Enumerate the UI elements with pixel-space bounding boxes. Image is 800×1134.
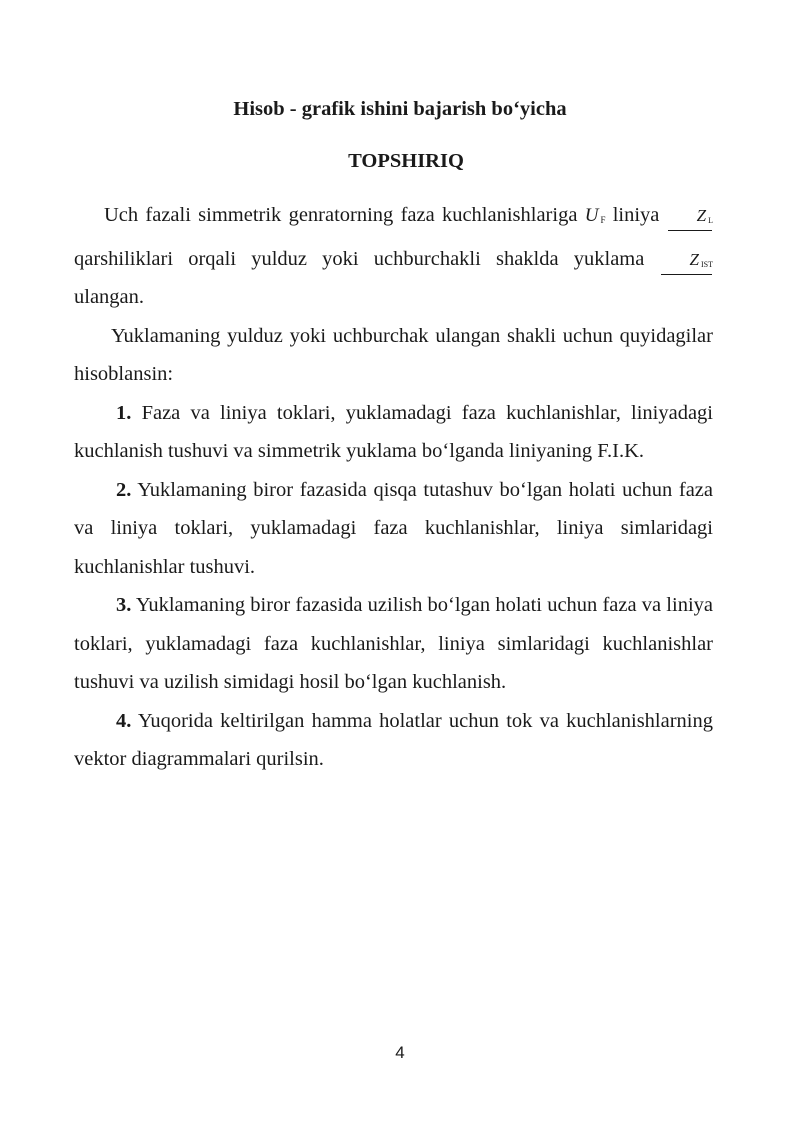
item-number: 4. [116, 709, 132, 732]
line-impedance-symbol: Z L [667, 207, 713, 229]
requirement-item [74, 471, 713, 587]
item-number: 2. [116, 478, 132, 501]
intro-text-4: ulangan. [74, 286, 145, 308]
item-text: Yuklamaning biror fazasida uzilish bo‘lgan holati uchun faza va liniya toklari, yuklamadagi faza kuchlanishlar, liniya simlaridagi kuchlanishlar tushuvi va uzilish simidagi hosil bo‘lgan kuchlanish. [74, 594, 713, 693]
load-impedance-symbol: Z IST [660, 251, 713, 273]
page-number: 4 [395, 1043, 405, 1062]
intro-text-1: Uch fazali simmetrik genratorning faza kuchlanishlariga [104, 204, 578, 226]
item-text: Faza va liniya toklari, yuklamadagi faza kuchlanishlar, liniyadagi kuchlanish tushuvi va simmetrik yuklama bo‘lganda liniyaning F.I.K. [74, 401, 714, 462]
item-number: 3. [116, 594, 132, 616]
intro-text-2: liniya [612, 204, 660, 226]
lead-paragraph: Yuklamaning yulduz yoki uchburchak ulangan shakli uchun quyidagilar hisoblansin: [74, 324, 713, 385]
requirement-item [74, 586, 713, 702]
item-number: 1. [116, 401, 132, 424]
phase-voltage-symbol: U $_F$ [584, 205, 606, 226]
intro-paragraph [74, 196, 713, 317]
document-title: Hisob - grafik ishini bajarish bo‘yicha [233, 98, 567, 120]
requirement-item [74, 702, 713, 779]
requirement-item [74, 394, 713, 471]
document-body [74, 196, 713, 779]
document-subtitle: TOPSHIRIQ [348, 150, 464, 172]
item-text: Yuklamaning biror fazasida qisqa tutashuv bo‘lgan holati uchun faza va liniya toklari, yuklamadagi faza kuchlanishlar, liniya simlaridagi kuchlanishlar tushuvi. [74, 478, 713, 578]
item-text: Yuqorida keltirilgan hamma holatlar uchun tok va kuchlanishlarning vektor diagrammalari qurilsin. [74, 709, 713, 770]
intro-text-3: qarshiliklari orqali yulduz yoki uchburchakli shaklda yuklama [74, 247, 645, 270]
